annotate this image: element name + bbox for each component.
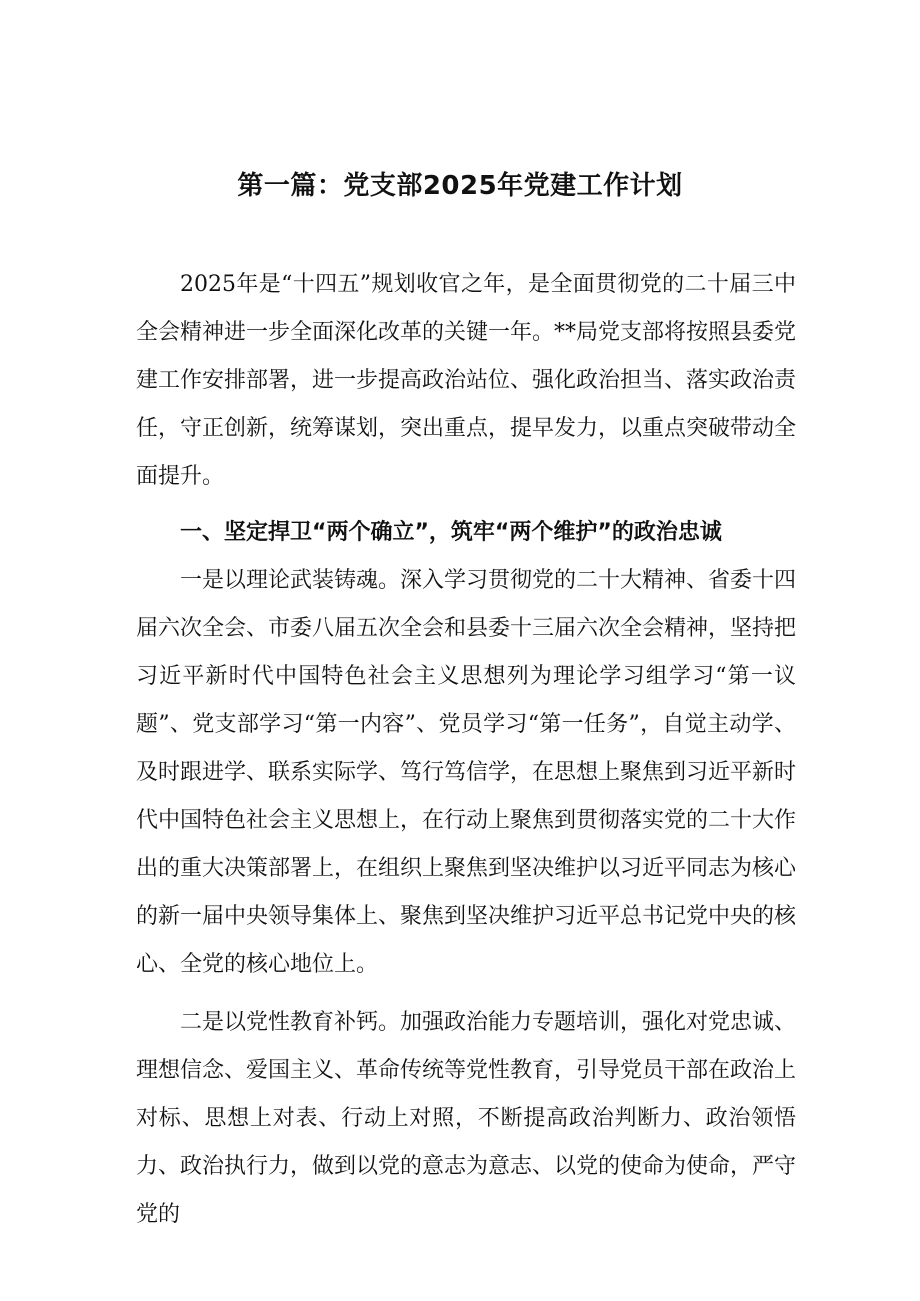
document-body bbox=[136, 261, 797, 1227]
body-paragraph-1: 一是以理论武装铸魂。深入学习贯彻党的二十大精神、省委十四届六次全会、市委八届五次全会和县委十三届六次全会精神，坚持把习近平新时代中国特色社会主义思想列为理论学习组学习“第一议题”、党支部学习“第一内容”、党员学习“第一任务”，自觉主动学、及时跟进学、联系实际学、笃行笃信学，在思想上聚焦到习近平新时代中国特色社会主义思想上，在行动上聚焦到贯彻落实党的二十大作出的重大决策部署上，在组织上聚焦到坚决维护以习近平同志为核心的新一届中央领导集体上、聚焦到坚决维护习近平总书记党中央的核心、全党的核心地位上。 bbox=[136, 568, 797, 977]
section-heading-1: 一、坚定捍卫“两个确立”，筑牢“两个维护”的政治忠诚 bbox=[180, 520, 722, 545]
document-title: 第一篇：党支部2025年党建工作计划 bbox=[237, 171, 683, 201]
intro-paragraph: 2025年是“十四五”规划收官之年，是全面贯彻党的二十届三中全会精神进一步全面深化改革的关键一年。**局党支部将按照县委党建工作安排部署，进一步提高政治站位、强化政治担当、落实政治责任，守正创新，统筹谋划，突出重点，提早发力，以重点突破带动全面提升。 bbox=[136, 272, 797, 489]
body-paragraph-2: 二是以党性教育补钙。加强政治能力专题培训，强化对党忠诚、理想信念、爱国主义、革命传统等党性教育，引导党员干部在政治上对标、思想上对表、行动上对照，不断提高政治判断力、政治领悟力、政治执行力，做到以党的意志为意志、以党的使命为使命，严守党的 bbox=[136, 1010, 797, 1227]
